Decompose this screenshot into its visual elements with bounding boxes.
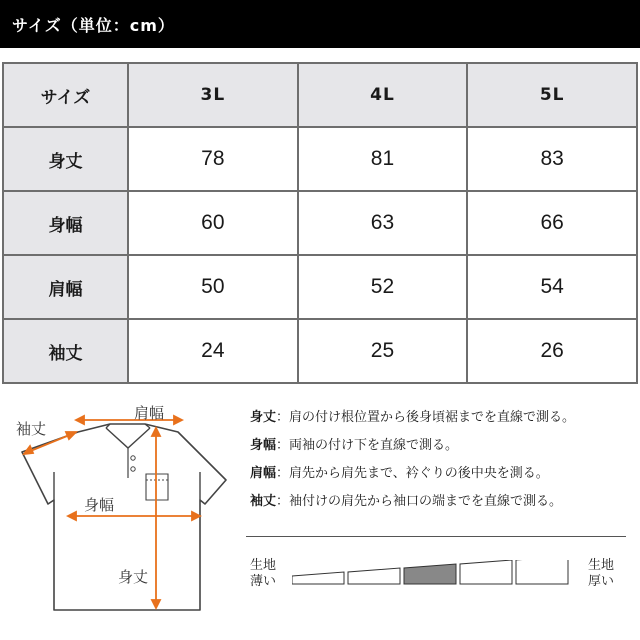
note-body-length: 身丈：肩の付け根位置から後身頃裾までを直線で測る。 bbox=[250, 410, 576, 425]
table-row bbox=[3, 191, 637, 255]
column-header: 4L bbox=[298, 63, 468, 127]
thickness-level bbox=[460, 560, 512, 584]
column-header: 3L bbox=[128, 63, 298, 127]
note-sleeve-length: 袖丈：袖付けの肩先から袖口の端までを直線で測る。 bbox=[250, 494, 563, 509]
thickness-level bbox=[348, 568, 400, 584]
sleeve-length-label: 袖丈 bbox=[16, 420, 47, 438]
thickness-level bbox=[292, 572, 344, 584]
measurement-notes bbox=[250, 404, 635, 516]
body-length-label: 身丈 bbox=[118, 568, 149, 586]
table-header-row bbox=[3, 63, 637, 127]
header-title: サイズ（単位：cm） bbox=[12, 15, 175, 35]
row-label: 身丈 bbox=[3, 127, 128, 191]
table-row bbox=[3, 127, 637, 191]
shoulder-width-label: 肩幅 bbox=[134, 404, 165, 422]
table-cell: 63 bbox=[298, 191, 468, 255]
note-body-width: 身幅：両袖の付け下を直線で測る。 bbox=[250, 438, 459, 453]
table-cell: 25 bbox=[298, 319, 468, 383]
polo-shirt-diagram bbox=[0, 392, 240, 632]
divider bbox=[246, 536, 626, 537]
table-cell: 54 bbox=[467, 255, 637, 319]
table-row bbox=[3, 255, 637, 319]
row-label: 袖丈 bbox=[3, 319, 128, 383]
row-label: 身幅 bbox=[3, 191, 128, 255]
table-cell: 83 bbox=[467, 127, 637, 191]
table-cell: 78 bbox=[128, 127, 298, 191]
table-cell: 50 bbox=[128, 255, 298, 319]
size-table bbox=[2, 62, 638, 384]
thick-fabric-label: 生地 厚い bbox=[588, 558, 615, 589]
row-label: 肩幅 bbox=[3, 255, 128, 319]
table-cell: 81 bbox=[298, 127, 468, 191]
page-header bbox=[0, 0, 640, 48]
table-cell: 52 bbox=[298, 255, 468, 319]
table-corner-label: サイズ bbox=[3, 63, 128, 127]
table-cell: 24 bbox=[128, 319, 298, 383]
thin-fabric-label: 生地 薄い bbox=[250, 558, 277, 589]
column-header: 5L bbox=[467, 63, 637, 127]
table-cell: 60 bbox=[128, 191, 298, 255]
thickness-level bbox=[516, 560, 568, 584]
note-shoulder-width: 肩幅：肩先から肩先まで、衿ぐりの後中央を測る。 bbox=[250, 466, 549, 481]
body-width-label: 身幅 bbox=[84, 496, 115, 514]
thickness-level-selected bbox=[404, 564, 456, 584]
table-cell: 66 bbox=[467, 191, 637, 255]
table-row bbox=[3, 319, 637, 383]
table-cell: 26 bbox=[467, 319, 637, 383]
fabric-thickness-scale bbox=[292, 560, 582, 590]
